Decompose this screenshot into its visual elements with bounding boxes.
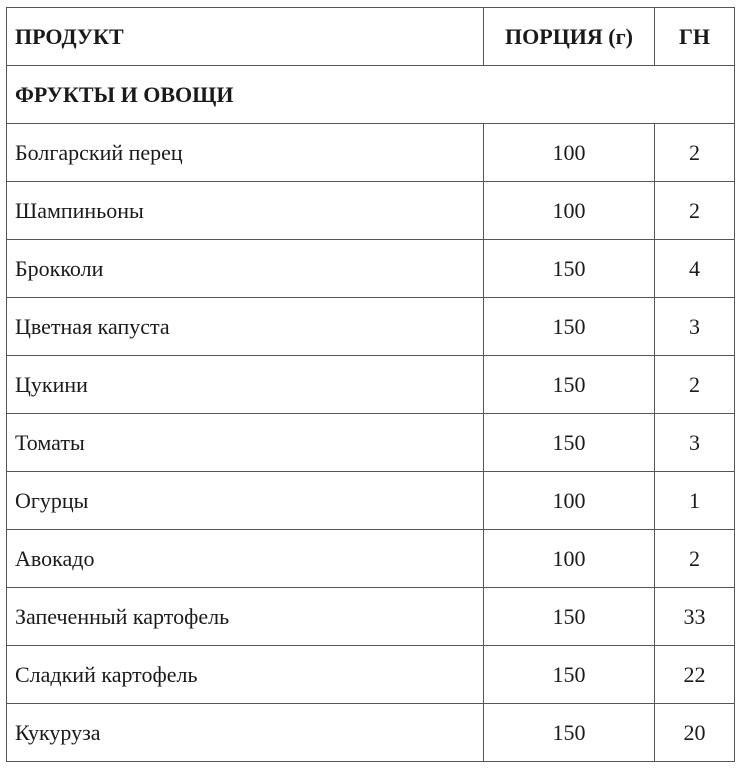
portion-cell: 100 <box>484 182 655 240</box>
gl-cell: 2 <box>655 356 735 414</box>
column-header-gl: ГН <box>655 8 735 66</box>
table-row <box>7 704 735 762</box>
product-cell: Болгарский перец <box>7 124 484 182</box>
table-row <box>7 530 735 588</box>
column-header-portion: ПОРЦИЯ (г) <box>484 8 655 66</box>
table-row <box>7 240 735 298</box>
gl-cell: 22 <box>655 646 735 704</box>
gl-cell: 3 <box>655 298 735 356</box>
table-row <box>7 182 735 240</box>
table-row <box>7 356 735 414</box>
section-title: ФРУКТЫ И ОВОЩИ <box>7 66 735 124</box>
gl-cell: 4 <box>655 240 735 298</box>
product-cell: Запеченный картофель <box>7 588 484 646</box>
portion-cell: 150 <box>484 298 655 356</box>
product-cell: Сладкий картофель <box>7 646 484 704</box>
table-row <box>7 588 735 646</box>
portion-cell: 100 <box>484 472 655 530</box>
table-row <box>7 124 735 182</box>
product-cell: Томаты <box>7 414 484 472</box>
gl-cell: 3 <box>655 414 735 472</box>
gl-cell: 1 <box>655 472 735 530</box>
gl-cell: 20 <box>655 704 735 762</box>
product-cell: Огурцы <box>7 472 484 530</box>
header-row <box>7 8 735 66</box>
portion-cell: 150 <box>484 414 655 472</box>
product-cell: Авокадо <box>7 530 484 588</box>
portion-cell: 150 <box>484 588 655 646</box>
product-cell: Цукини <box>7 356 484 414</box>
portion-cell: 100 <box>484 530 655 588</box>
table-row <box>7 414 735 472</box>
column-header-product: ПРОДУКТ <box>7 8 484 66</box>
product-cell: Цветная капуста <box>7 298 484 356</box>
gl-cell: 2 <box>655 182 735 240</box>
portion-cell: 150 <box>484 646 655 704</box>
product-cell: Кукуруза <box>7 704 484 762</box>
portion-cell: 150 <box>484 356 655 414</box>
gl-cell: 2 <box>655 124 735 182</box>
gl-cell: 2 <box>655 530 735 588</box>
portion-cell: 150 <box>484 704 655 762</box>
table-row <box>7 472 735 530</box>
portion-cell: 100 <box>484 124 655 182</box>
table-row <box>7 646 735 704</box>
portion-cell: 150 <box>484 240 655 298</box>
section-row <box>7 66 735 124</box>
product-cell: Брокколи <box>7 240 484 298</box>
product-cell: Шампиньоны <box>7 182 484 240</box>
gl-cell: 33 <box>655 588 735 646</box>
table-row <box>7 298 735 356</box>
glycemic-load-table <box>6 7 735 762</box>
